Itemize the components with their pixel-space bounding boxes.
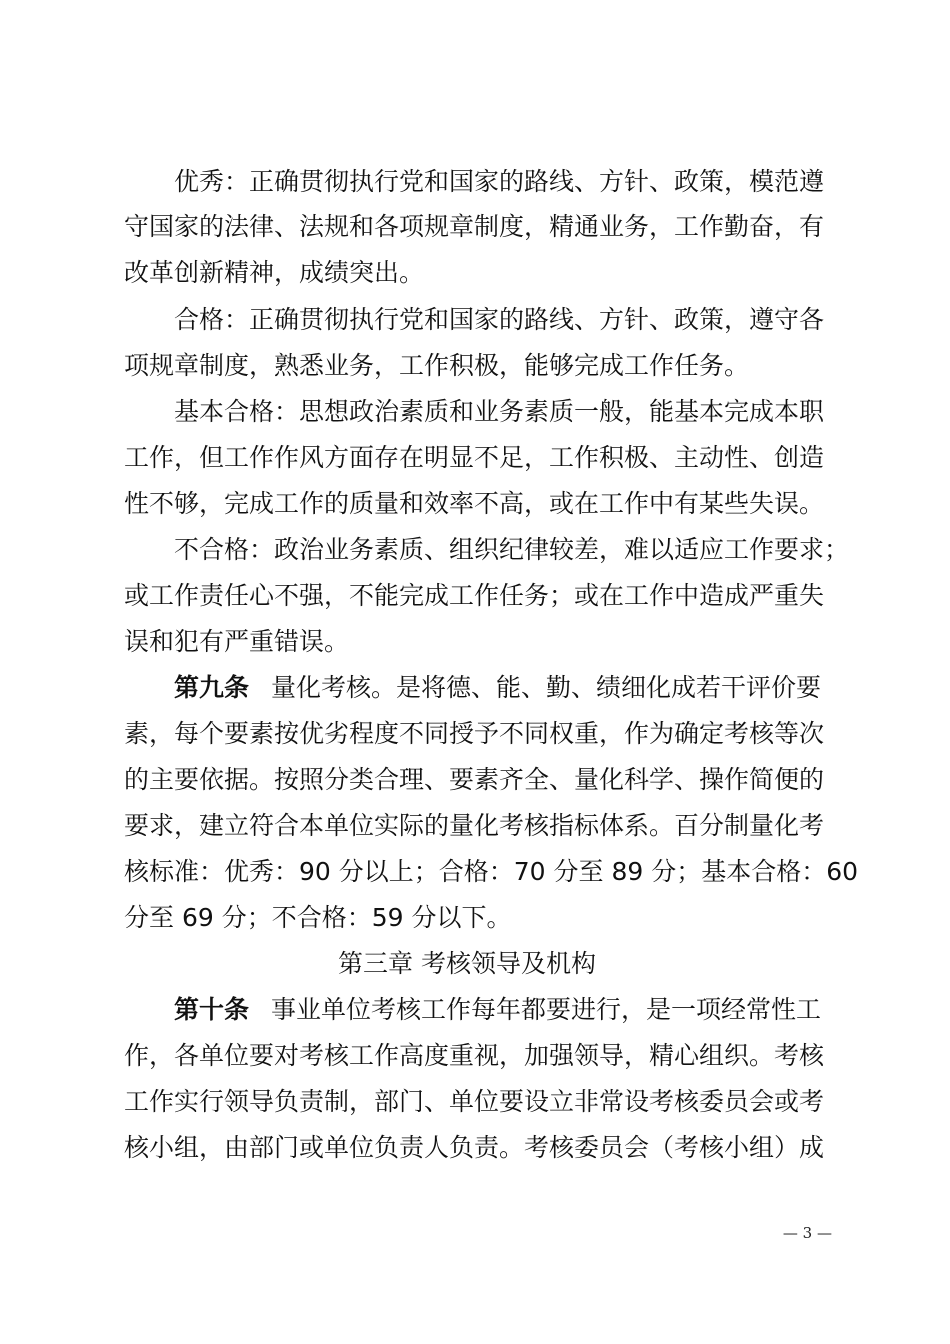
article-ten-line-4: 核小组，由部门或单位负责人负责。考核委员会（考核小组）成 bbox=[124, 1133, 825, 1162]
article-ten-line-3: 工作实行领导负责制，部门、单位要设立非常设考核委员会或考 bbox=[124, 1087, 825, 1116]
article-nine-line-6: 分至 69 分；不合格：59 分以下。 bbox=[124, 903, 512, 932]
paragraph-unqualified-line-2: 或工作责任心不强，不能完成工作任务；或在工作中造成严重失 bbox=[124, 581, 825, 610]
article-ten-label: 第十条 bbox=[174, 995, 250, 1024]
article-nine-line-1 bbox=[174, 673, 821, 703]
article-nine-line-2: 素，每个要素按优劣程度不同授予不同权重，作为确定考核等次 bbox=[124, 719, 825, 748]
paragraph-basic-qualified-line-1: 基本合格：思想政治素质和业务素质一般，能基本完成本职 bbox=[174, 397, 825, 426]
paragraph-unqualified-line-3: 误和犯有严重错误。 bbox=[124, 627, 350, 656]
paragraph-excellent-line-1: 优秀：正确贯彻执行党和国家的路线、方针、政策，模范遵 bbox=[174, 167, 825, 196]
paragraph-excellent-line-3: 改革创新精神，成绩突出。 bbox=[124, 258, 425, 287]
article-nine-line-4: 要求，建立符合本单位实际的量化考核指标体系。百分制量化考 bbox=[124, 811, 825, 840]
paragraph-basic-qualified-line-3: 性不够，完成工作的质量和效率不高，或在工作中有某些失误。 bbox=[124, 489, 825, 518]
chapter-three-title: 第三章 考核领导及机构 bbox=[338, 949, 596, 978]
article-nine-line-3: 的主要依据。按照分类合理、要素齐全、量化科学、操作简便的 bbox=[124, 765, 825, 794]
paragraph-excellent-line-2: 守国家的法律、法规和各项规章制度，精通业务，工作勤奋，有 bbox=[124, 212, 825, 241]
page-number: — 3 — bbox=[782, 1224, 832, 1242]
article-nine-label: 第九条 bbox=[174, 673, 250, 702]
article-ten-text: 事业单位考核工作每年都要进行，是一项经常性工 bbox=[271, 995, 822, 1024]
paragraph-basic-qualified-line-2: 工作，但工作作风方面存在明显不足，工作积极、主动性、创造 bbox=[124, 443, 825, 472]
article-nine-line-5: 核标准：优秀：90 分以上；合格：70 分至 89 分；基本合格：60 bbox=[124, 857, 859, 886]
paragraph-qualified-line-2: 项规章制度，熟悉业务，工作积极，能够完成工作任务。 bbox=[124, 351, 750, 380]
paragraph-qualified-line-1: 合格：正确贯彻执行党和国家的路线、方针、政策，遵守各 bbox=[174, 305, 825, 334]
article-ten-line-2: 作，各单位要对考核工作高度重视，加强领导，精心组织。考核 bbox=[124, 1041, 825, 1070]
article-nine-text: 量化考核。是将德、能、勤、绩细化成若干评价要 bbox=[271, 673, 822, 702]
article-ten-line-1 bbox=[174, 995, 821, 1025]
paragraph-unqualified-line-1: 不合格：政治业务素质、组织纪律较差，难以适应工作要求； bbox=[174, 535, 850, 564]
